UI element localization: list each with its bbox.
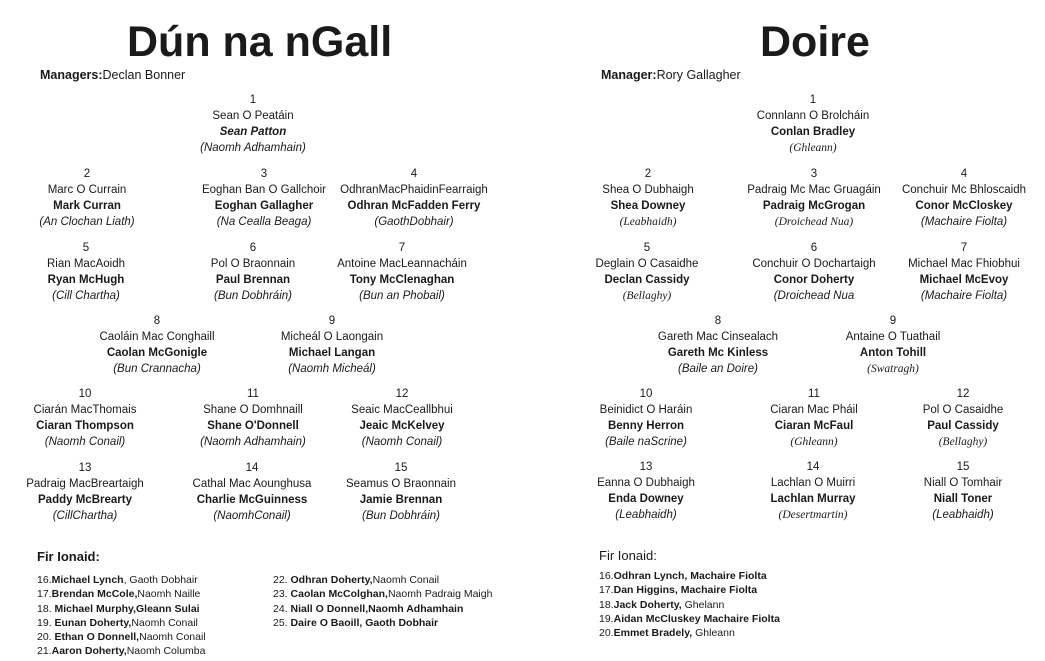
- player-irish-name: Ciaran Mac Pháil: [770, 404, 858, 416]
- player-irish-name: Lachlan O Muirri: [770, 477, 856, 489]
- player-english-name: Conlan Bradley: [770, 126, 856, 138]
- list-item: 24. Niall O Donnell,Naomh Adhamhain: [273, 602, 464, 615]
- player-number: 1: [249, 94, 257, 106]
- player-number: 11: [808, 388, 820, 400]
- player-english-name: Tony McClenaghan: [349, 274, 455, 286]
- player-english-name: Caolan McGonigle: [106, 347, 208, 359]
- player-number: 9: [328, 315, 336, 327]
- player-number: 11: [247, 388, 259, 400]
- player-english-name: Eoghan Gallagher: [214, 200, 314, 212]
- away-player-13: [551, 459, 741, 523]
- player-number: 9: [889, 315, 897, 327]
- home-subs-heading: Fir Ionaid:: [37, 549, 100, 564]
- player-club: (Na Cealla Beaga): [216, 216, 312, 228]
- player-english-name: Jeaic McKelvey: [359, 420, 445, 432]
- player-irish-name: Antaine O Tuathail: [845, 331, 941, 343]
- player-number: 13: [639, 461, 653, 473]
- away-player-12: [868, 386, 1045, 450]
- home-player-1: [158, 92, 348, 156]
- player-english-name: Declan Cassidy: [604, 274, 690, 286]
- player-club: (Leabhaidh): [932, 509, 994, 521]
- player-irish-name: Shea O Dubhaigh: [602, 184, 694, 196]
- player-irish-name: Deglain O Casaidhe: [595, 258, 699, 270]
- player-english-name: Michael McEvoy: [919, 274, 1009, 286]
- player-number: 7: [960, 242, 968, 254]
- player-irish-name: Seamus O Braonnain: [346, 478, 456, 490]
- player-club: (CillChartha): [52, 510, 118, 522]
- player-english-name: Paul Cassidy: [927, 420, 999, 432]
- player-number: 2: [83, 168, 91, 180]
- away-manager: [601, 68, 741, 82]
- list-item: 18.Jack Doherty, Ghelann: [599, 598, 725, 611]
- player-number: 15: [956, 461, 970, 473]
- player-club: (Leabhaidh): [615, 509, 677, 521]
- player-irish-name: Marc O Currain: [47, 184, 127, 196]
- away-manager-label: Manager:: [601, 68, 657, 82]
- player-club: (Cill Chartha): [52, 290, 120, 302]
- player-irish-name: Eoghan Ban O Gallchoir: [201, 184, 327, 196]
- player-english-name: Conor McCloskey: [915, 200, 1013, 212]
- player-number: 6: [810, 242, 818, 254]
- away-player-7: [869, 240, 1045, 304]
- player-number: 8: [153, 315, 161, 327]
- player-english-name: Shane O'Donnell: [207, 420, 299, 432]
- player-irish-name: Caoláin Mac Conghaill: [99, 331, 215, 343]
- player-number: 14: [245, 462, 259, 474]
- player-irish-name: Beinidict O Haráin: [599, 404, 693, 416]
- player-club: (Baile an Doire): [678, 363, 758, 375]
- away-player-8: [623, 313, 813, 377]
- player-english-name: Conor Doherty: [773, 274, 855, 286]
- player-club: (Naomh Adhamhain): [200, 436, 306, 448]
- list-item: 17.Dan Higgins, Machaire Fiolta: [599, 584, 758, 597]
- player-english-name: Paul Brennan: [215, 274, 291, 286]
- home-subs-list-a: [37, 573, 206, 659]
- away-team-title: Doire: [760, 18, 870, 66]
- away-subs-list: [599, 569, 780, 640]
- player-irish-name: Rian MacAoidh: [47, 258, 125, 270]
- player-english-name: Odhran McFadden Ferry: [347, 200, 481, 212]
- player-club: (Bun Dobhráin): [362, 510, 440, 522]
- player-irish-name: Niall O Tomhair: [923, 477, 1003, 489]
- player-irish-name: Sean O Peatáin: [212, 110, 294, 122]
- home-team-title: Dún na nGall: [127, 18, 393, 66]
- player-number: 12: [956, 388, 970, 400]
- home-player-15: [306, 460, 496, 524]
- home-player-5: [0, 240, 181, 304]
- player-english-name: Jamie Brennan: [359, 494, 443, 506]
- list-item: 21.Aaron Doherty,Naomh Columba: [37, 645, 206, 658]
- player-number: 1: [809, 94, 817, 106]
- player-club: (Machaire Fiolta): [920, 216, 1008, 228]
- player-irish-name: Padraig Mc Mac Gruagáin: [747, 184, 881, 196]
- home-manager-label: Managers:: [40, 68, 103, 82]
- player-english-name: Padraig McGrogan: [762, 200, 866, 212]
- player-english-name: Ciaran McFaul: [774, 420, 854, 432]
- player-irish-name: Ciarán MacThomais: [33, 404, 137, 416]
- home-player-4: [319, 166, 509, 230]
- player-club: (Naomh Conail): [361, 436, 443, 448]
- player-english-name: Sean Patton: [219, 126, 287, 138]
- player-english-name: Ciaran Thompson: [36, 420, 134, 432]
- player-number: 3: [810, 168, 818, 180]
- player-club: (Droichead Nua: [773, 290, 855, 302]
- home-subs-list-b: [273, 573, 492, 630]
- home-player-12: [307, 386, 497, 450]
- away-player-10: [551, 386, 741, 450]
- player-english-name: Michael Langan: [288, 347, 376, 359]
- home-player-8: [62, 313, 252, 377]
- player-english-name: Gareth Mc Kinless: [667, 347, 769, 359]
- list-item: 20.Emmet Bradely, Ghleann: [599, 627, 735, 640]
- player-club: (Naomh Adhamhain): [200, 142, 306, 154]
- player-club: (Bellaghy): [622, 290, 672, 302]
- away-player-1: [718, 92, 908, 156]
- player-club: (Leabhaidh): [619, 216, 677, 228]
- player-club: (Baile naScrine): [605, 436, 687, 448]
- player-english-name: Ryan McHugh: [47, 274, 125, 286]
- player-club: (Machaire Fiolta): [920, 290, 1008, 302]
- player-irish-name: Micheál O Laongain: [280, 331, 384, 343]
- player-club: (Ghleann): [789, 142, 837, 154]
- player-club: (An Clochan Liath): [39, 216, 135, 228]
- list-item: 16.Odhran Lynch, Machaire Fiolta: [599, 570, 767, 582]
- player-irish-name: Gareth Mac Cinsealach: [657, 331, 779, 343]
- player-club: (Ghleann): [790, 436, 838, 448]
- player-irish-name: Conchuir O Dochartaigh: [752, 258, 876, 270]
- player-club: (GaothDobhair): [374, 216, 454, 228]
- list-item: 18. Michael Murphy,Gleann Sulai: [37, 602, 200, 615]
- player-irish-name: Shane O Domhnaill: [203, 404, 303, 416]
- player-number: 2: [644, 168, 652, 180]
- player-number: 7: [398, 242, 406, 254]
- player-irish-name: Antoine MacLeannacháin: [337, 258, 467, 270]
- player-irish-name: Seaic MacCeallbhui: [351, 404, 453, 416]
- player-irish-name: Connlann O Brolcháin: [756, 110, 870, 122]
- player-club: (Droichead Nua): [774, 216, 854, 228]
- player-english-name: Mark Curran: [53, 200, 121, 212]
- home-manager-name: Declan Bonner: [102, 68, 186, 82]
- player-irish-name: Conchuir Mc Bhloscaidh: [901, 184, 1026, 196]
- player-number: 14: [806, 461, 820, 473]
- player-club: (NaomhConail): [213, 510, 291, 522]
- away-subs-heading: Fir Ionaid:: [599, 548, 657, 563]
- player-club: (Naomh Micheál): [288, 363, 376, 375]
- away-player-4: [869, 166, 1045, 230]
- player-irish-name: Pol O Casaidhe: [922, 404, 1004, 416]
- away-player-2: [553, 166, 743, 230]
- player-english-name: Niall Toner: [933, 493, 993, 505]
- player-club: (Bun Dobhráin): [214, 290, 292, 302]
- player-club: (Naomh Conail): [44, 436, 126, 448]
- player-english-name: Paddy McBrearty: [38, 494, 132, 506]
- player-number: 12: [395, 388, 409, 400]
- player-number: 13: [78, 462, 92, 474]
- player-irish-name: Michael Mac Fhiobhui: [908, 258, 1020, 270]
- away-player-5: [552, 240, 742, 304]
- player-irish-name: Padraig MacBreartaigh: [26, 478, 144, 490]
- player-number: 8: [714, 315, 722, 327]
- list-item: 19. Eunan Doherty,Naomh Conail: [37, 616, 198, 629]
- home-manager: [40, 68, 185, 82]
- player-club: (Swatragh): [867, 363, 919, 375]
- player-irish-name: Cathal Mac Aounghusa: [192, 478, 312, 490]
- player-number: 3: [260, 168, 268, 180]
- player-irish-name: OdhranMacPhaidinFearraigh: [340, 184, 488, 196]
- player-irish-name: Eanna O Dubhaigh: [597, 477, 695, 489]
- home-player-13: [0, 460, 180, 524]
- list-item: 25. Daire O Baoill, Gaoth Dobhair: [273, 616, 439, 629]
- player-english-name: Anton Tohill: [859, 347, 927, 359]
- home-player-2: [0, 166, 182, 230]
- list-item: 23. Caolan McColghan,Naomh Padraig Maigh: [273, 588, 493, 601]
- away-manager-name: Rory Gallagher: [656, 68, 741, 82]
- list-item: 16.Michael Lynch, Gaoth Dobhair: [37, 574, 198, 586]
- player-number: 10: [78, 388, 92, 400]
- home-player-7: [307, 240, 497, 304]
- player-number: 15: [394, 462, 408, 474]
- home-player-10: [0, 386, 180, 450]
- player-number: 4: [960, 168, 968, 180]
- player-club: (Bellaghy): [938, 436, 988, 448]
- away-player-15: [868, 459, 1045, 523]
- player-number: 5: [643, 242, 651, 254]
- away-player-9: [798, 313, 988, 377]
- player-english-name: Lachlan Murray: [770, 493, 856, 505]
- player-number: 5: [82, 242, 90, 254]
- player-english-name: Enda Downey: [608, 493, 684, 505]
- player-number: 4: [410, 168, 418, 180]
- player-english-name: Shea Downey: [610, 200, 686, 212]
- player-english-name: Benny Herron: [607, 420, 685, 432]
- player-english-name: Charlie McGuinness: [196, 494, 308, 506]
- player-number: 10: [639, 388, 653, 400]
- list-item: 17.Brendan McCole,Naomh Naille: [37, 588, 201, 601]
- player-club: (Desertmartin): [778, 509, 848, 521]
- player-club: (Bun an Phobail): [359, 290, 445, 302]
- list-item: 19.Aidan McCluskey Machaire Fiolta: [599, 612, 780, 625]
- list-item: 20. Ethan O Donnell,Naomh Conail: [37, 631, 206, 644]
- player-club: (Bun Crannacha): [113, 363, 201, 375]
- home-player-9: [237, 313, 427, 377]
- player-number: 6: [249, 242, 257, 254]
- list-item: 22. Odhran Doherty,Naomh Conail: [273, 574, 440, 586]
- player-irish-name: Pol O Braonnain: [210, 258, 296, 270]
